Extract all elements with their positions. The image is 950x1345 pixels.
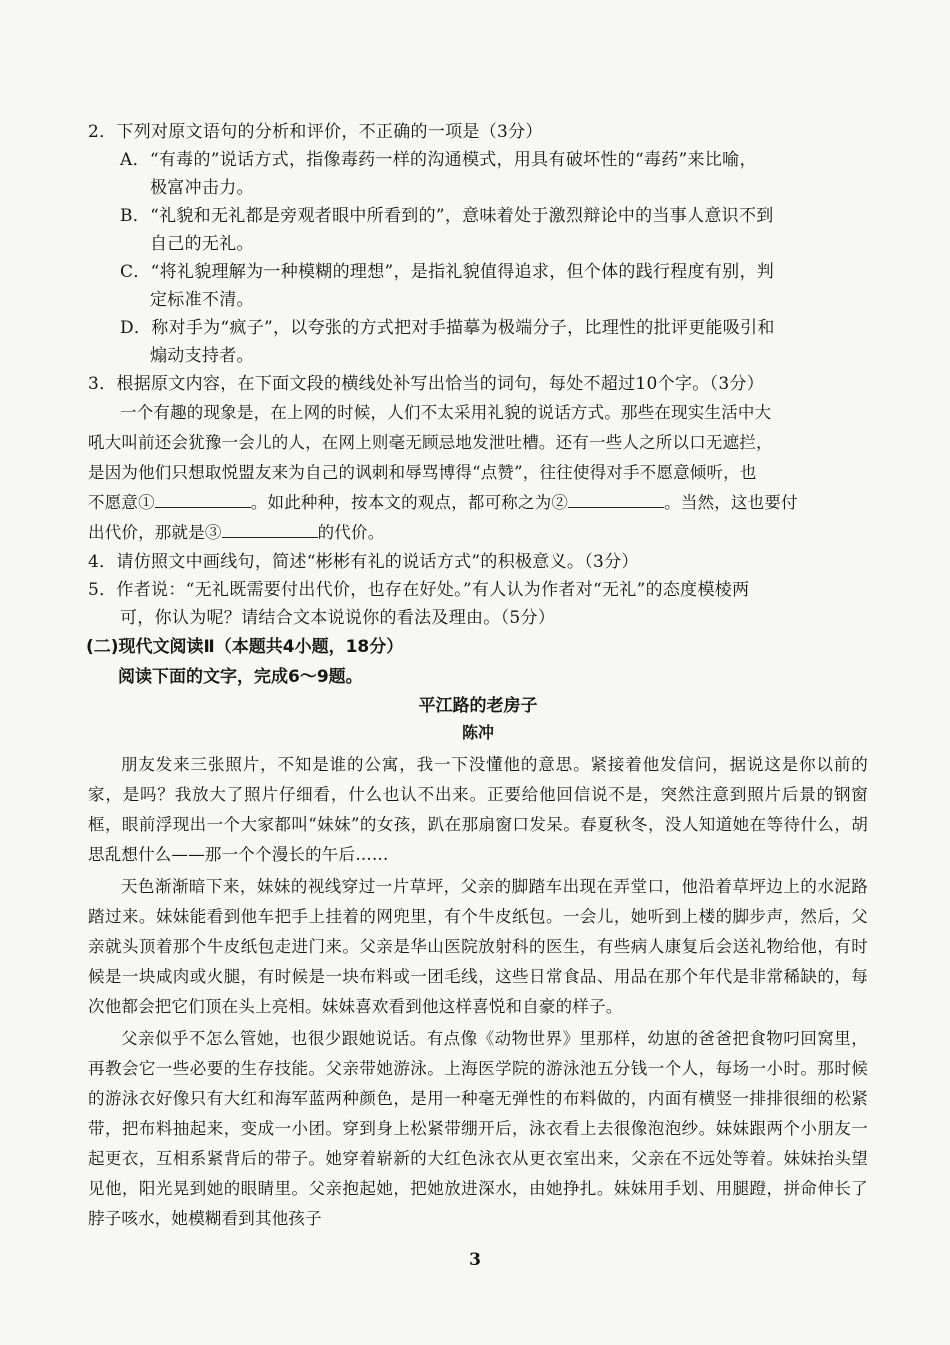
q3-line-5-text-a: 出代价，那就是③ [88, 523, 222, 542]
q3-line-4 [88, 488, 868, 518]
question-5-line2: 可，你认为呢？请结合文本说说你的看法及理由。（5分） [120, 608, 556, 628]
question-5-line1: 5．作者说：“无礼既需要付出代价，也存在好处。”有人认为作者对“无礼”的态度模棱两 [88, 580, 750, 600]
q3-line-4-text-c: 。当然，这也要付 [664, 493, 798, 512]
story-paragraph-1: 朋友发来三张照片，不知是谁的公寓，我一下没懂他的意思。紧接着他发信问，据说这是你以前的家，是吗？我放大了照片仔细看，什么也认不出来。正要给他回信说不是，突然注意到照片后景的钢窗框，眼前浮现出一个大家都叫“妹妹”的女孩，趴在那扇窗口发呆。春夏秋冬，没人知道她在等待什么，胡思乱想什么——那一个个漫长的午后…… [88, 755, 868, 864]
q3-line-4-text-b: 。如此种种，按本文的观点，都可称之为② [250, 493, 569, 512]
blank-1[interactable] [155, 489, 251, 508]
q3-line-4-text-a: 不愿意① [88, 493, 155, 512]
option-a-line2: 极富冲击力。 [150, 178, 254, 198]
question-3-stem: 3．根据原文内容，在下面文段的横线处补写出恰当的词句，每处不超过10个字。（3分） [88, 374, 765, 394]
section-instruction: 阅读下面的文字，完成6～9题。 [118, 667, 363, 687]
story-paragraph-2: 天色渐渐暗下来，妹妹的视线穿过一片草坪，父亲的脚踏车出现在弄堂口，他沿着草坪边上的水泥路踏过来。妹妹能看到他车把手上挂着的网兜里，有个牛皮纸包。一会儿，她听到上楼的脚步声，然后，父亲就头顶着那个牛皮纸包走进门来。父亲是华山医院放射科的医生，有些病人康复后会送礼物给他，有时候是一块咸肉或火腿，有时候是一块布料或一团毛线，这些日常食品、用品在那个年代是非常稀缺的，每次他都会把它们顶在头上亮相。妹妹喜欢看到他这样喜悦和自豪的样子。 [88, 877, 868, 1016]
q3-line-3: 是因为他们只想取悦盟友来为自己的讽刺和辱骂博得“点赞”，往往使得对手不愿意倾听，也 [88, 463, 757, 482]
question-3 [88, 370, 868, 398]
option-d-line1: D．称对手为“疯子”，以夸张的方式把对手描摹为极端分子，比理性的批评更能吸引和 [120, 318, 775, 338]
option-d-line2: 煽动支持者。 [150, 346, 254, 366]
story-title: 平江路的老房子 [418, 696, 538, 716]
story-body [88, 750, 868, 1234]
blank-3[interactable] [222, 519, 318, 538]
question-4 [88, 548, 868, 576]
section-heading: (二)现代文阅读Ⅱ（本题共4小题，18分） [86, 637, 404, 657]
question-2 [88, 118, 868, 370]
story-paragraph-3: 父亲似乎不怎么管她，也很少跟她说话。有点像《动物世界》里那样，幼崽的爸爸把食物叼回窝里，再教会它一些必要的生存技能。父亲带她游泳。上海医学院的游泳池五分钱一个人，每场一小时。那时候的游泳衣好像只有大红和海军蓝两种颜色，是用一种毫无弹性的布料做的，内面有横竖一排排很细的松紧带，把布料抽起来，变成一小团。穿到身上松紧带绷开后，泳衣看上去很像泡泡纱。妹妹跟两个小朋友一起更衣，互相系紧背后的带子。她穿着崭新的大红色泳衣从更衣室出来，父亲在不远处等着。妹妹抬头望见他，阳光晃到她的眼睛里。父亲抱起她，把她放进深水，由她挣扎。妹妹用手划、用腿蹬，拼命伸长了脖子咳水，她模糊看到其他孩子 [88, 1029, 868, 1228]
page-number: 3 [469, 1250, 481, 1270]
story-author: 陈冲 [461, 723, 494, 742]
option-c-line1: C．“将礼貌理解为一种模糊的理想”，是指礼貌值得追求，但个体的践行程度有别，判 [120, 262, 775, 282]
option-c-line2: 定标准不清。 [150, 290, 254, 310]
q3-line-2: 吼大叫前还会犹豫一会儿的人，在网上则毫无顾忌地发泄吐槽。还有一些人之所以口无遮拦， [88, 433, 773, 452]
question-4-stem: 4．请仿照文中画线句，简述“彬彬有礼的说话方式”的积极意义。（3分） [88, 552, 639, 572]
q3-line-5-text-b: 的代价。 [317, 523, 385, 542]
option-b-line1: B．“礼貌和无礼都是旁观者眼中所看到的”，意味着处于激烈辩论中的当事人意识不到 [120, 206, 774, 226]
q3-line-5 [88, 518, 868, 548]
option-a-line1: A．“有毒的”说话方式，指像毒药一样的沟通模式，用具有破坏性的“毒药”来比喻， [120, 150, 757, 170]
q3-line-1: 一个有趣的现象是，在上网的时候，人们不太采用礼貌的说话方式。那些在现实生活中大 [120, 403, 772, 422]
blank-2[interactable] [568, 489, 664, 508]
option-b-line2: 自己的无礼。 [150, 234, 254, 254]
question-2-stem: 2．下列对原文语句的分析和评价，不正确的一项是（3分） [88, 122, 543, 142]
question-5 [88, 576, 868, 632]
question-3-passage [88, 398, 868, 548]
